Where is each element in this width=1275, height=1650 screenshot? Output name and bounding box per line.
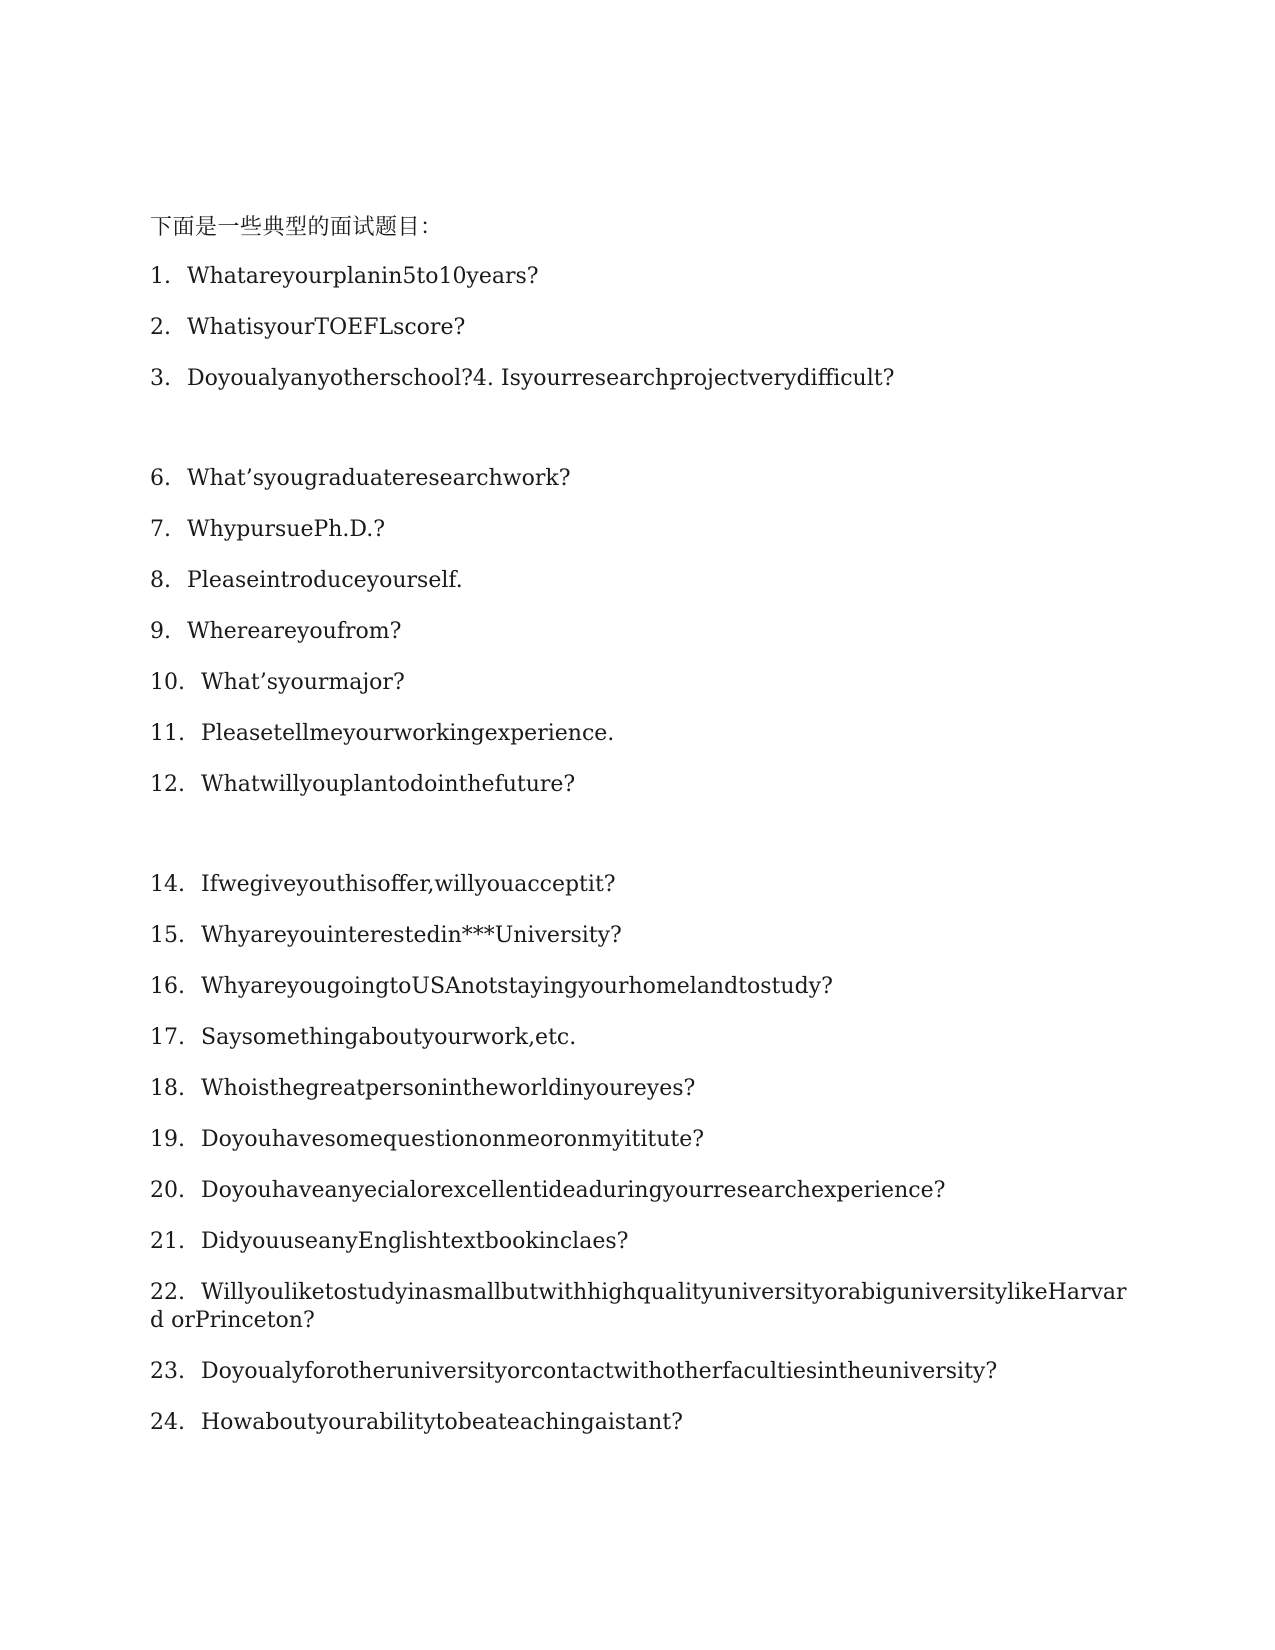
question-text: Doyoualyanyotherschool?4. Isyourresearchprojectverydifficult? [187, 366, 895, 391]
question-item [150, 1177, 1130, 1205]
question-number: 17. [150, 1025, 185, 1050]
question-number: 16. [150, 974, 185, 999]
question-text: Doyouhavesomequestiononmeoronmyititute? [201, 1127, 705, 1152]
question-text: WhatisyourTOEFLscore? [187, 315, 466, 340]
question-number: 12. [150, 772, 185, 797]
question-text: Howaboutyourabilitytobeateachingaistant? [201, 1410, 683, 1435]
question-item [150, 1075, 1130, 1103]
question-item [150, 1409, 1130, 1437]
question-text: Whoisthegreatpersonintheworldinyoureyes? [201, 1076, 696, 1101]
question-item [150, 1126, 1130, 1154]
question-number: 14. [150, 872, 185, 897]
question-text: Whyareyouinterestedin***University? [201, 923, 622, 948]
question-text: Doyoualyforotheruniversityorcontactwithotherfacultiesintheuniversity? [201, 1359, 998, 1384]
question-text: Whatwillyouplantodointhefuture? [201, 772, 576, 797]
question-item [150, 516, 1130, 544]
question-text: Saysomethingaboutyourwork,etc. [201, 1025, 577, 1050]
question-item [150, 973, 1130, 1001]
question-item [150, 365, 1130, 393]
question-item [150, 314, 1130, 342]
question-number: 20. [150, 1178, 185, 1203]
question-item [150, 263, 1130, 291]
question-item [150, 771, 1130, 799]
question-item [150, 1358, 1130, 1386]
question-number: 19. [150, 1127, 185, 1152]
question-item [150, 1024, 1130, 1052]
question-item [150, 720, 1130, 748]
question-text: Pleasetellmeyourworkingexperience. [201, 721, 615, 746]
question-item [150, 618, 1130, 646]
question-text: DidyouuseanyEnglishtextbookinclaes? [201, 1229, 629, 1254]
question-text: Whereareyoufrom? [187, 619, 402, 644]
question-number: 24. [150, 1410, 185, 1435]
question-number: 8. [150, 568, 171, 593]
question-number: 7. [150, 517, 171, 542]
question-number: 23. [150, 1359, 185, 1384]
document-body [150, 214, 1130, 1460]
question-item [150, 567, 1130, 595]
question-text: Whatareyourplanin5to10years? [187, 264, 539, 289]
question-text: What’syourmajor? [201, 670, 405, 695]
question-number: 15. [150, 923, 185, 948]
question-text: WhyareyougoingtoUSAnotstayingyourhomelandtostudy? [201, 974, 833, 999]
question-text: WhypursuePh.D.? [187, 517, 386, 542]
question-text: Doyouhaveanyecialorexcellentideaduringyourresearchexperience? [201, 1178, 946, 1203]
question-number: 2. [150, 315, 171, 340]
question-item [150, 465, 1130, 493]
question-number: 22. [150, 1280, 185, 1305]
intro-text: 下面是一些典型的面试题目： [150, 215, 443, 240]
question-item [150, 1279, 1130, 1335]
question-item [150, 669, 1130, 697]
question-text: WillyouliketostudyinasmallbutwithhighqualityuniversityorabiguniversitylikeHarvard orPrinceton? [150, 1280, 1127, 1333]
question-text: What’syougraduateresearchwork? [187, 466, 571, 491]
question-number: 18. [150, 1076, 185, 1101]
question-number: 9. [150, 619, 171, 644]
question-number: 21. [150, 1229, 185, 1254]
question-number: 11. [150, 721, 185, 746]
question-item [150, 1228, 1130, 1256]
question-item [150, 922, 1130, 950]
question-number: 10. [150, 670, 185, 695]
question-item [150, 871, 1130, 899]
question-number: 6. [150, 466, 171, 491]
question-number: 3. [150, 366, 171, 391]
question-text: Ifwegiveyouthisoffer,willyouacceptit? [201, 872, 616, 897]
question-number: 1. [150, 264, 171, 289]
question-text: Pleaseintroduceyourself. [187, 568, 463, 593]
